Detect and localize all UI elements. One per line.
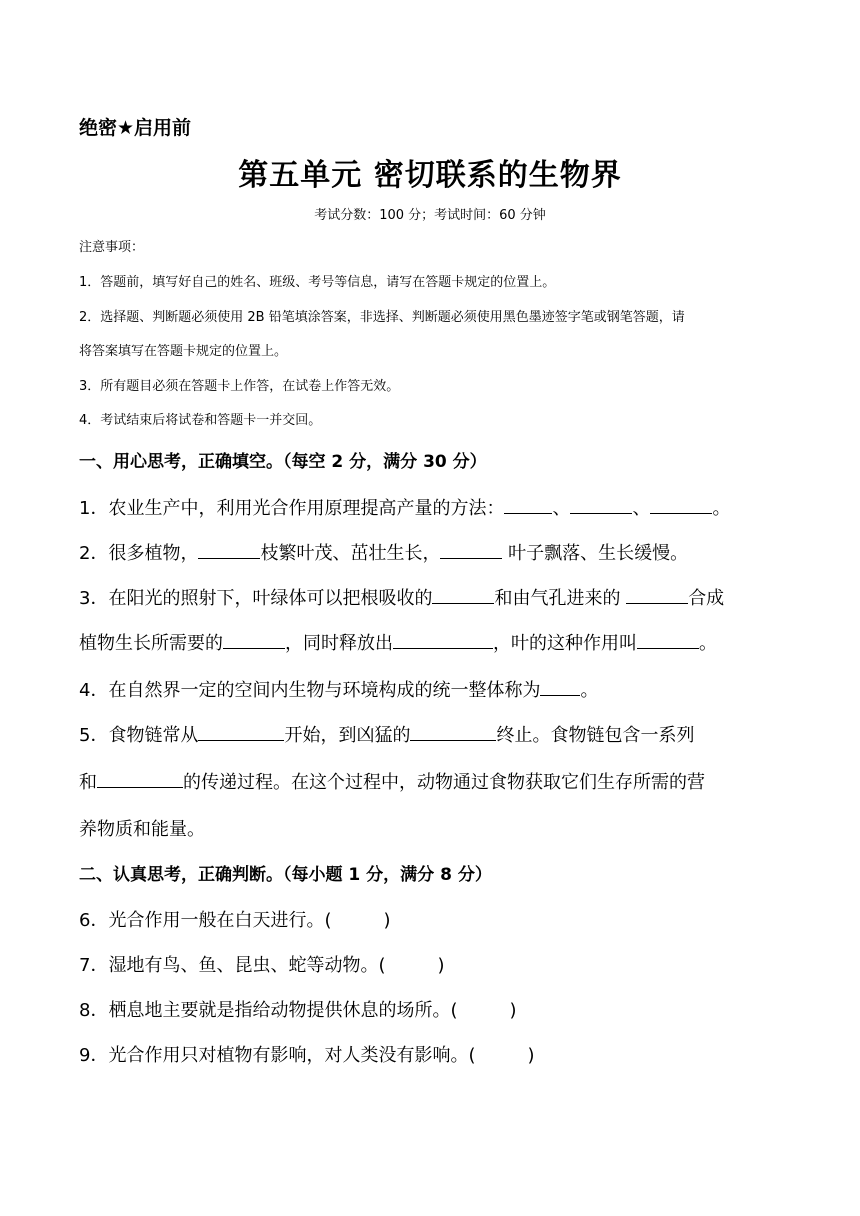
answer-blank[interactable] [570,497,632,514]
q7-text: 7．湿地有鸟、鱼、昆虫、蛇等动物。 [79,955,379,976]
q1-sep: 、 [632,498,651,519]
question-1 [79,494,730,520]
secret-label: 绝密★启用前 [79,117,192,139]
q3-end: 。 [699,633,717,654]
q5-text: 的传递过程。在这个过程中，动物通过食物获取它们生存所需的营 [183,772,705,793]
q4-text: 4．在自然界一定的空间内生物与环境构成的统一整体称为 [79,680,541,701]
paren-open: ( [378,955,386,976]
paren-open: ( [468,1045,476,1066]
section-1-heading: 一、用心思考，正确填空。（每空 2 分，满分 30 分） [79,452,487,472]
answer-blank[interactable] [198,542,260,559]
paren-close: ) [437,955,445,976]
answer-blank[interactable] [393,632,493,649]
q5-text: 开始，到凶猛的 [284,725,411,746]
answer-blank[interactable] [637,632,699,649]
q5-text: 5．食物链常从 [79,725,199,746]
answer-blank[interactable] [432,587,494,604]
answer-blank[interactable] [440,542,502,559]
q2-text: 2．很多植物， [79,543,199,564]
note-4: 4．考试结束后将试卷和答题卡一并交回。 [79,413,322,428]
question-5-cont [79,768,705,794]
q4-end: 。 [580,680,599,701]
q3-text: 3．在阳光的照射下，叶绿体可以把根吸收的 [79,588,433,609]
page-title: 第五单元 密切联系的生物界 [238,158,622,193]
paren-close: ) [527,1045,535,1066]
answer-blank[interactable] [198,724,284,741]
answer-blank[interactable] [504,497,552,514]
answer-blank[interactable] [650,497,712,514]
note-2-cont: 将答案填写在答题卡规定的位置上。 [79,344,288,359]
q3-text: 合成 [688,588,725,609]
section-2-heading: 二、认真思考，正确判断。（每小题 1 分，满分 8 分） [79,865,492,885]
exam-info: 考试分数：100 分；考试时间：60 分钟 [314,208,546,223]
question-7 [79,951,445,977]
q8-text: 8．栖息地主要就是指给动物提供休息的场所。 [79,1000,451,1021]
q3-text: 和由气孔进来的 [494,588,627,609]
answer-blank[interactable] [626,587,688,604]
question-3-cont [79,629,717,655]
question-2 [79,539,688,565]
question-5-cont2: 养物质和能量。 [79,819,205,840]
answer-blank[interactable] [97,771,183,788]
q9-text: 9．光合作用只对植物有影响，对人类没有影响。 [79,1045,469,1066]
question-5 [79,721,694,747]
question-3 [79,584,724,610]
answer-blank[interactable] [410,724,496,741]
q1-end: 。 [712,498,731,519]
answer-blank[interactable] [540,679,580,696]
question-4 [79,676,598,702]
paren-close: ) [509,1000,517,1021]
q1-text: 1．农业生产中，利用光合作用原理提高产量的方法： [79,498,505,519]
notes-heading: 注意事项： [79,240,145,255]
q3-text: 植物生长所需要的 [79,633,223,654]
q2-text: 叶子飘落、生长缓慢。 [502,543,689,564]
note-1: 1．答题前，填写好自己的姓名、班级、考号等信息，请写在答题卡规定的位置上。 [79,275,556,290]
q2-text: 枝繁叶茂、茁壮生长， [260,543,441,564]
note-2: 2．选择题、判断题必须使用 2B 铅笔填涂答案，非选择、判断题必须使用黑色墨迹签字笔或钢笔答题，请 [79,310,685,325]
q3-text: ，叶的这种作用叫 [493,633,637,654]
paren-open: ( [324,910,332,931]
q5-text: 终止。食物链包含一系列 [496,725,695,746]
q6-text: 6．光合作用一般在白天进行。 [79,910,325,931]
paren-close: ) [383,910,391,931]
answer-blank[interactable] [223,632,285,649]
question-9 [79,1041,535,1067]
q5-text: 和 [79,772,97,793]
q3-text: ，同时释放出 [285,633,393,654]
q1-sep: 、 [552,498,571,519]
paren-open: ( [450,1000,458,1021]
note-3: 3．所有题目必须在答题卡上作答，在试卷上作答无效。 [79,379,400,394]
question-6 [79,906,391,932]
question-8 [79,996,517,1022]
